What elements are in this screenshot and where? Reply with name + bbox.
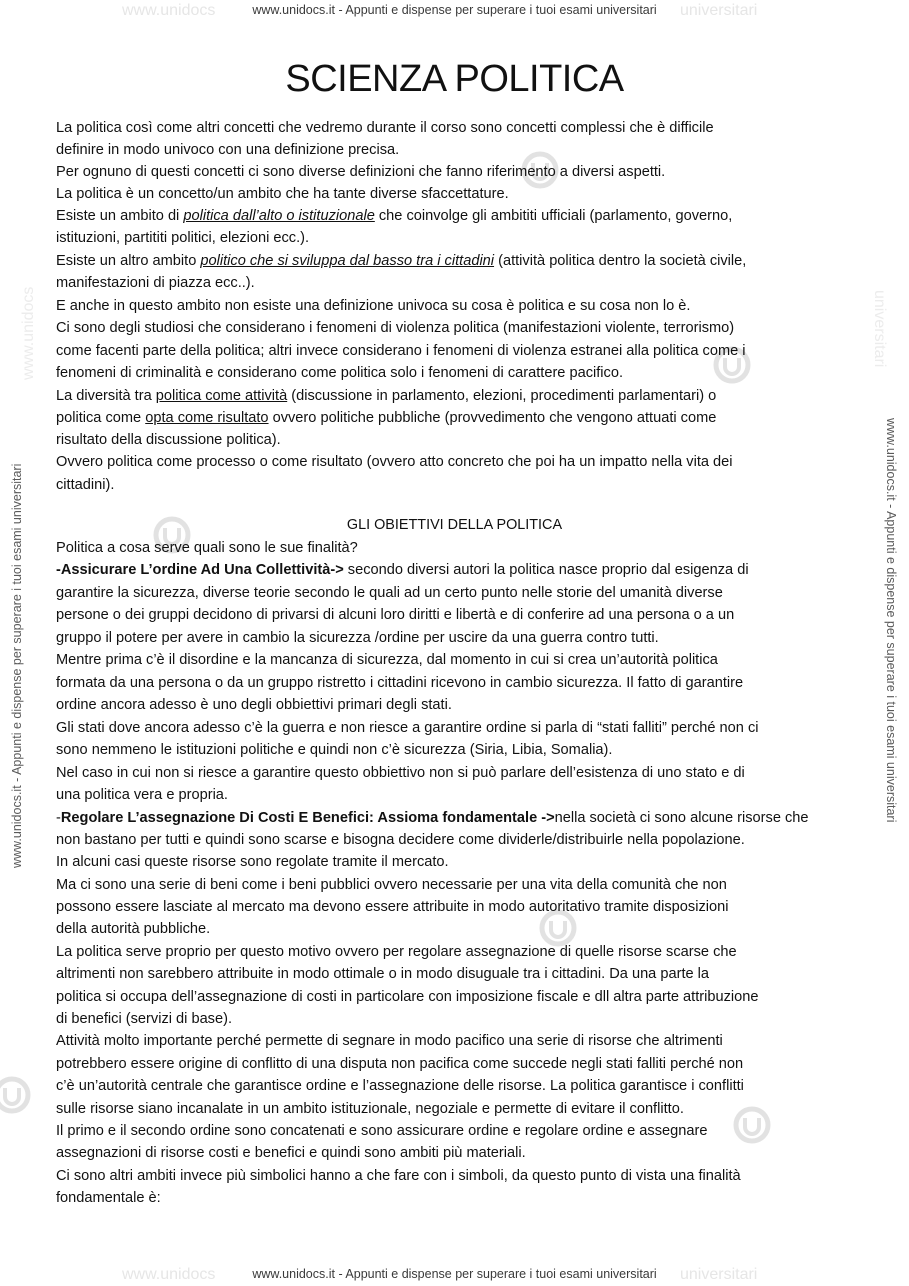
- watermark-header: www.unidocs.it - Appunti e dispense per superare i tuoi esami universitari: [252, 3, 657, 17]
- text-line: politica si occupa dell’assegnazione di costi in particolare con imposizione fiscale e dll altra parte attribuzione: [56, 989, 759, 1005]
- text-line: definire in modo univoco con una definizione precisa.: [56, 142, 400, 158]
- text-line: non bastano per tutti e quindi sono scarse e bisogna decidere come dividerle/distribuirle nella popolazione.: [56, 832, 745, 848]
- text-line: ordine ancora adesso è uno degli obbiettivi primari degli stati.: [56, 697, 452, 713]
- text-segment: che coinvolge gli ambititi ufficiali (parlamento, governo,: [374, 208, 733, 224]
- text-line: [56, 205, 732, 227]
- watermark-footer: www.unidocs.it - Appunti e dispense per superare i tuoi esami universitari: [252, 1267, 657, 1281]
- underlined-term: politica come attività: [155, 388, 288, 404]
- watermark-side-right: www.unidocs.it - Appunti e dispense per superare i tuoi esami universitari: [884, 418, 898, 823]
- text-line: E anche in questo ambito non esiste una definizione univoca su cosa è politica e su cosa non lo è.: [56, 298, 691, 314]
- text-line: Ovvero politica come processo o come risultato (ovvero atto concreto che poi ha un impatto nella vita dei: [56, 454, 733, 470]
- text-line: una politica vera e propria.: [56, 787, 228, 803]
- text-segment: (discussione in parlamento, elezioni, procedimenti parlamentari) o: [287, 388, 717, 404]
- watermark-ghost-left: www.unidocs: [122, 1266, 216, 1283]
- text-line: [56, 385, 716, 407]
- text-line: La politica così come altri concetti che vedremo durante il corso sono concetti complessi che è difficile: [56, 120, 714, 136]
- text-line: Mentre prima c’è il disordine e la mancanza di sicurezza, dal momento in cui si crea un’autorità politica: [56, 652, 718, 668]
- unidocs-logo-icon: [732, 1105, 772, 1145]
- text-line: Gli stati dove ancora adesso c’è la guerra e non riesce a garantire ordine si parla di “stati falliti” perché non ci: [56, 720, 759, 736]
- text-segment: (attività politica dentro la società civile,: [494, 253, 747, 269]
- text-line: cittadini).: [56, 477, 115, 493]
- text-line: fondamentale è:: [56, 1190, 161, 1206]
- emphasis-underlined: politica dall’alto o istituzionale: [183, 208, 375, 224]
- text-line: possono essere lasciate al mercato ma devono essere attribuite in modo autoritativo tramite disposizioni: [56, 899, 729, 915]
- text-line: La politica serve proprio per questo motivo ovvero per regolare assegnazione di quelle risorse scarse che: [56, 944, 737, 960]
- text-line: In alcuni casi queste risorse sono regolate tramite il mercato.: [56, 854, 449, 870]
- text-line: Attività molto importante perché permette di segnare in modo pacifico una serie di risorse che altrimenti: [56, 1033, 723, 1049]
- text-line: garantire la sicurezza, diverse teorie secondo le quali ad un certo punto nelle storie del umanità diverse: [56, 585, 723, 601]
- text-line: Nel caso in cui non si riesce a garantire questo obbiettivo non si può parlare dell’esistenza di uno stato e di: [56, 765, 745, 781]
- text-segment: politica come: [56, 410, 146, 426]
- text-line: altrimenti non sarebbero attribuite in modo ottimale o in modo disuguale tra i cittadini. Da una parte la: [56, 966, 710, 982]
- text-segment: secondo diversi autori la politica nasce proprio dal esigenza di: [343, 562, 749, 578]
- text-line: Il primo e il secondo ordine sono concatenati e sono assicurare ordine e regolare ordine e assegnare: [56, 1123, 708, 1139]
- text-line: c’è un’autorità centrale che garantisce ordine e l’assegnazione delle risorse. La politica garantisce i conflitti: [56, 1078, 744, 1094]
- text-segment: La diversità tra: [56, 388, 156, 404]
- text-line: Ci sono altri ambiti invece più simbolici hanno a che fare con i simboli, da questo punto di vista una finalità: [56, 1168, 741, 1184]
- watermark-side-ghost: www.unidocs: [20, 286, 37, 380]
- text-line: istituzioni, partititi politici, elezioni ecc.).: [56, 230, 310, 246]
- unidocs-logo-icon: [0, 1075, 32, 1115]
- watermark-ghost-right: universitari: [680, 2, 758, 19]
- watermark-side-ghost: universitari: [871, 290, 888, 368]
- document-title: SCIENZA POLITICA: [285, 58, 624, 100]
- text-line: sulle risorse siano incanalate in un ambito istituzionale, negoziale e permette di evitare il conflitto.: [56, 1101, 684, 1117]
- watermark-ghost-right: universitari: [680, 1266, 758, 1283]
- emphasis-underlined: politico che si sviluppa dal basso tra i cittadini: [200, 253, 495, 269]
- text-line: [56, 407, 716, 429]
- text-line: sono nemmeno le istituzioni politiche e quindi non c’è sicurezza (Siria, Libia, Somalia).: [56, 742, 613, 758]
- text-line: Politica a cosa serve quali sono le sue finalità?: [56, 540, 358, 556]
- bold-term: -Assicurare L’ordine Ad Una Collettività->: [56, 562, 344, 578]
- text-segment: ovvero politiche pubbliche (provvedimento che vengono attuati come: [268, 410, 717, 426]
- section-heading: GLI OBIETTIVI DELLA POLITICA: [346, 517, 563, 533]
- bold-term: Regolare L’assegnazione Di Costi E Benefici: Assioma fondamentale ->: [60, 810, 555, 826]
- text-line: di benefici (servizi di base).: [56, 1011, 233, 1027]
- text-line: assegnazioni di risorse costi e benefici e quindi sono ambiti più materiali.: [56, 1145, 526, 1161]
- text-line: [56, 807, 809, 829]
- text-line: persone o dei gruppi decidono di privarsi di alcuni loro diritti e libertà e di conferire ad una persona o a un: [56, 607, 735, 623]
- text-line: Ci sono degli studiosi che considerano i fenomeni di violenza politica (manifestazioni violente, terrorismo): [56, 320, 735, 336]
- text-segment: Esiste un altro ambito: [56, 253, 201, 269]
- text-line: gruppo il potere per avere in cambio la sicurezza /ordine per uscire da una guerra contro tutti.: [56, 630, 659, 646]
- text-line: La politica è un concetto/un ambito che ha tante diverse sfaccettature.: [56, 186, 509, 202]
- text-segment: nella società ci sono alcune risorse che: [554, 810, 809, 826]
- underlined-term: opta come risultato: [145, 410, 269, 426]
- text-line: della autorità pubbliche.: [56, 921, 211, 937]
- text-line: come facenti parte della politica; altri invece considerano i fenomeni di violenza estranei alla politica come i: [56, 343, 746, 359]
- text-line: [56, 559, 749, 581]
- text-line: Per ognuno di questi concetti ci sono diverse definizioni che fanno riferimento a diversi aspetti.: [56, 164, 666, 180]
- text-line: formata da una persona o da un gruppo ristretto i cittadini ricevono in cambio sicurezza. Il fatto di garantire: [56, 675, 744, 691]
- text-segment: Esiste un ambito di: [56, 208, 184, 224]
- watermark-ghost-left: www.unidocs: [122, 2, 216, 19]
- text-line: risultato della discussione politica).: [56, 432, 281, 448]
- watermark-side-left: www.unidocs.it - Appunti e dispense per superare i tuoi esami universitari: [10, 463, 24, 868]
- text-line: Ma ci sono una serie di beni come i beni pubblici ovvero necessarie per una vita della comunità che non: [56, 877, 727, 893]
- text-line: potrebbero essere origine di conflitto di una disputa non pacifica come succede negli stati falliti perché non: [56, 1056, 744, 1072]
- text-segment: -: [56, 810, 61, 826]
- text-line: manifestazioni di piazza ecc..).: [56, 275, 255, 291]
- text-line: [56, 250, 746, 272]
- text-line: fenomeni di criminalità e considerano come politica solo i fenomeni di carattere pacifico.: [56, 365, 624, 381]
